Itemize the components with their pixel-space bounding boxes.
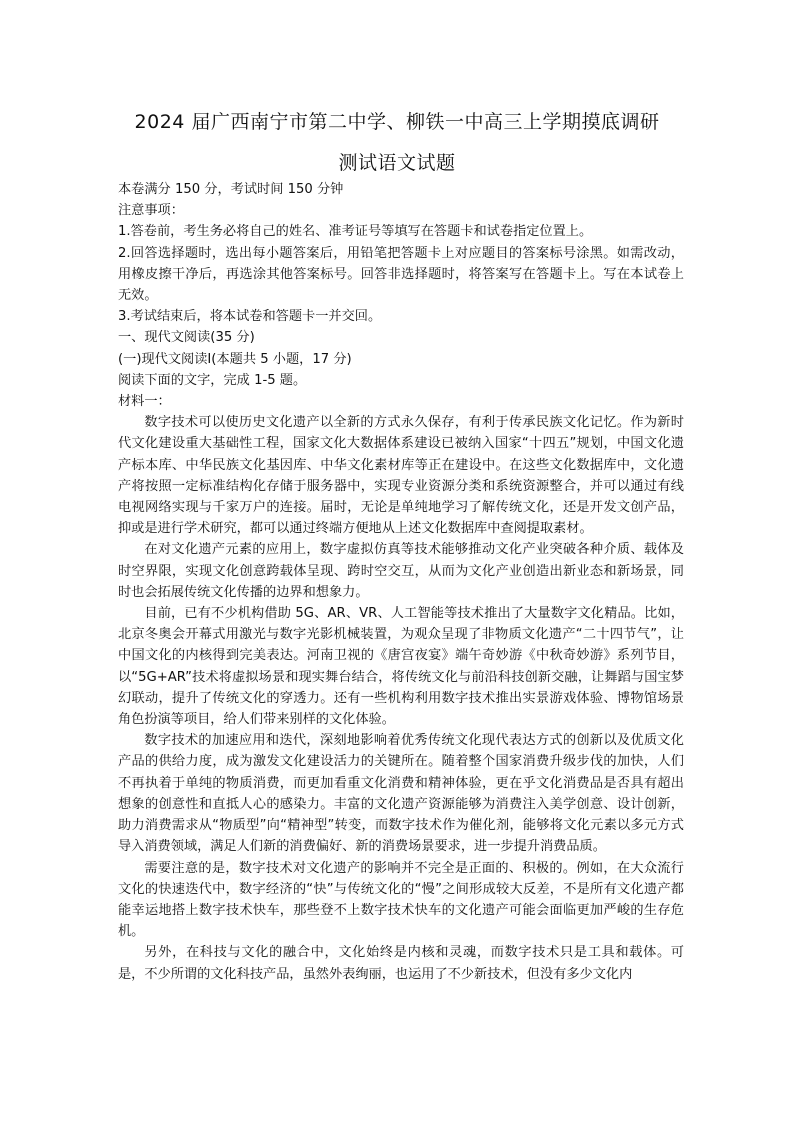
score-time-text: 本卷满分 150 分，考试时间 150 分钟 [118, 182, 344, 197]
notice-item-2: 2.回答选择题时，选出每小题答案后，用铅笔把答题卡上对应题目的答案标号涂黑。如需改动，用橡皮擦干净后，再选涂其他答案标号。回答非选择题时，将答案写在答题卡上。写在本试卷上无效。 [118, 245, 684, 304]
passage-paragraph: 目前，已有不少机构借助 5G、AR、VR、人工智能等技术推出了大量数字文化精品。比如，北京冬奥会开幕式用激光与数字光影机械装置，为观众呈现了非物质文化遗产“二十四节气”，让中国文化的内核得到完美表达。河南卫视的《唐宫夜宴》端午奇妙游《中秋奇妙游》系列节目，以“5G+AR”技术将虚拟场景和现实舞台结合，将传统文化与前沿科技创新交融，让舞蹈与国宝梦幻联动，提升了传统文化的穿透力。还有一些机构利用数字技术推出实景游戏体验、博物馆场景角色扮演等项目，给人们带来别样的文化体验。 [118, 606, 684, 728]
passage-paragraph: 数字技术的加速应用和迭代，深刻地影响着优秀传统文化现代表达方式的创新以及优质文化产品的供给力度，成为激发文化建设活力的关键所在。随着整个国家消费升级步伐的加快，人们不再执着于单纯的物质消费，而更加看重文化消费和精神体验，更在乎文化消费品是否具有超出想象的创意性和直抵人心的感染力。丰富的文化遗产资源能够为消费注入美学创意、设计创新，助力消费需求从“物质型”向“精神型”转变，而数字技术作为催化剂，能够将文化元素以多元方式导入消费领域，满足人们新的消费偏好、新的消费场景要求，进一步提升消费品质。 [118, 733, 684, 855]
section-heading: 一、现代文阅读(35 分) [118, 330, 255, 346]
passage-paragraph: 在对文化遗产元素的应用上，数字虚拟仿真等技术能够推动文化产业突破各种介质、载体及时空界限，实现文化创意跨载体呈现、跨时空交互，从而为文化产业创造出新业态和新场景，同时也会拓展传统文化传播的边界和想象力。 [118, 542, 684, 600]
exam-title-line2: 测试语文试题 [338, 152, 456, 174]
notice-item-1: 1.答卷前，考生务必将自己的姓名、准考证号等填写在答题卡和试卷指定位置上。 [118, 224, 593, 240]
passage-paragraph: 另外，在科技与文化的融合中，文化始终是内核和灵魂，而数字技术只是工具和载体。可是，不少所谓的文化科技产品，虽然外表绚丽，也运用了不少新技术，但没有多少文化内 [118, 945, 684, 982]
exam-content [118, 179, 684, 985]
reading-instruction: 阅读下面的文字，完成 1-5 题。 [118, 372, 307, 388]
notice-heading: 注意事项： [118, 203, 184, 219]
material-label: 材料一： [118, 394, 171, 410]
notice-item-3: 3.考试结束后，将本试卷和答题卡一并交回。 [118, 309, 382, 325]
passage-paragraph: 需要注意的是，数字技术对文化遗产的影响并不完全是正面的、积极的。例如，在大众流行文化的快速迭代中，数字经济的“快”与传统文化的“慢”之间形成较大反差，不是所有文化遗产都能幸运地搭上数字技术快车，那些登不上数字技术快车的文化遗产可能会面临更加严峻的生存危机。 [118, 860, 684, 940]
passage-paragraph: 数字技术可以使历史文化遗产以全新的方式永久保存，有利于传承民族文化记忆。作为新时代文化建设重大基础性工程，国家文化大数据体系建设已被纳入国家“十四五”规划，中国文化遗产标本库、中华民族文化基因库、中华文化素材库等正在建设中。在这些文化数据库中，文化遗产将按照一定标准结构化存储于服务器中，实现专业资源分类和系统资源整合，并可以通过有线电视网络实现与千家万户的连接。届时，无论是单纯地学习了解传统文化，还是开发文创产品，抑或是进行学术研究，都可以通过终端方便地从上述文化数据库中查阅提取素材。 [118, 415, 684, 537]
exam-title-line1: 2024 届广西南宁市第二中学、柳铁一中高三上学期摸底调研 [134, 111, 660, 133]
sub-section-heading: (一)现代文阅读Ⅰ(本题共 5 小题，17 分) [118, 351, 352, 367]
